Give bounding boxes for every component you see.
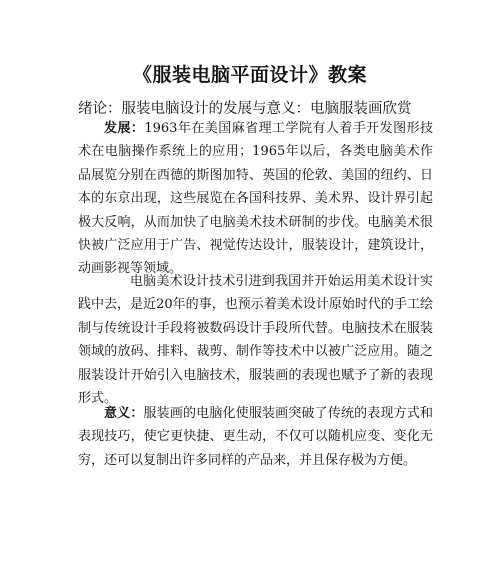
- paragraph-keyword: 意义：: [104, 406, 144, 421]
- document-title: 《服装电脑平面设计》教案: [132, 64, 367, 86]
- paragraph-text: 1963年在美国麻省理工学院有人着手开发图形技术在电脑操作系统上的应用；1965年以后，各类电脑美术作品展览分别在西德的斯图加特、英国的伦敦、美国的纽约、日本的东京出现，这些展览在各国科技界、美术界、设计界引起极大反响，从而加快了电脑美术技术研制的步伐。电脑美术很快被广泛应用于广告、视觉传达设计，服装设计，建筑设计，动画影视等领域。: [78, 121, 433, 277]
- paragraph-introduction: [78, 270, 433, 410]
- paragraph-significance: [78, 402, 433, 472]
- paragraph-keyword: 发展：: [104, 121, 145, 136]
- paragraph-text: 电脑美术设计技术引进到我国并开始运用美术设计实践中去，是近20年的事，也预示着美术设计原始时代的手工绘制与传统设计手段将被数码设计手段所代替。电脑技术在服装领域的放码、排料、裁剪、制作等技术中以被广泛应用。随之服装设计开始引入电脑技术，服装画的表现也赋予了新的表现形式。: [78, 274, 433, 407]
- paragraph-development: [78, 117, 433, 281]
- document-subtitle: 绪论：服装电脑设计的发展与意义：电脑服装画欣赏: [78, 101, 412, 117]
- paragraph-text: 服装画的电脑化使服装画突破了传统的表现方式和表现技巧，使它更快捷、更生动，不仅可以随机应变、变化无穷，还可以复制出许多同样的产品来，并且保存极为方便。: [78, 406, 433, 468]
